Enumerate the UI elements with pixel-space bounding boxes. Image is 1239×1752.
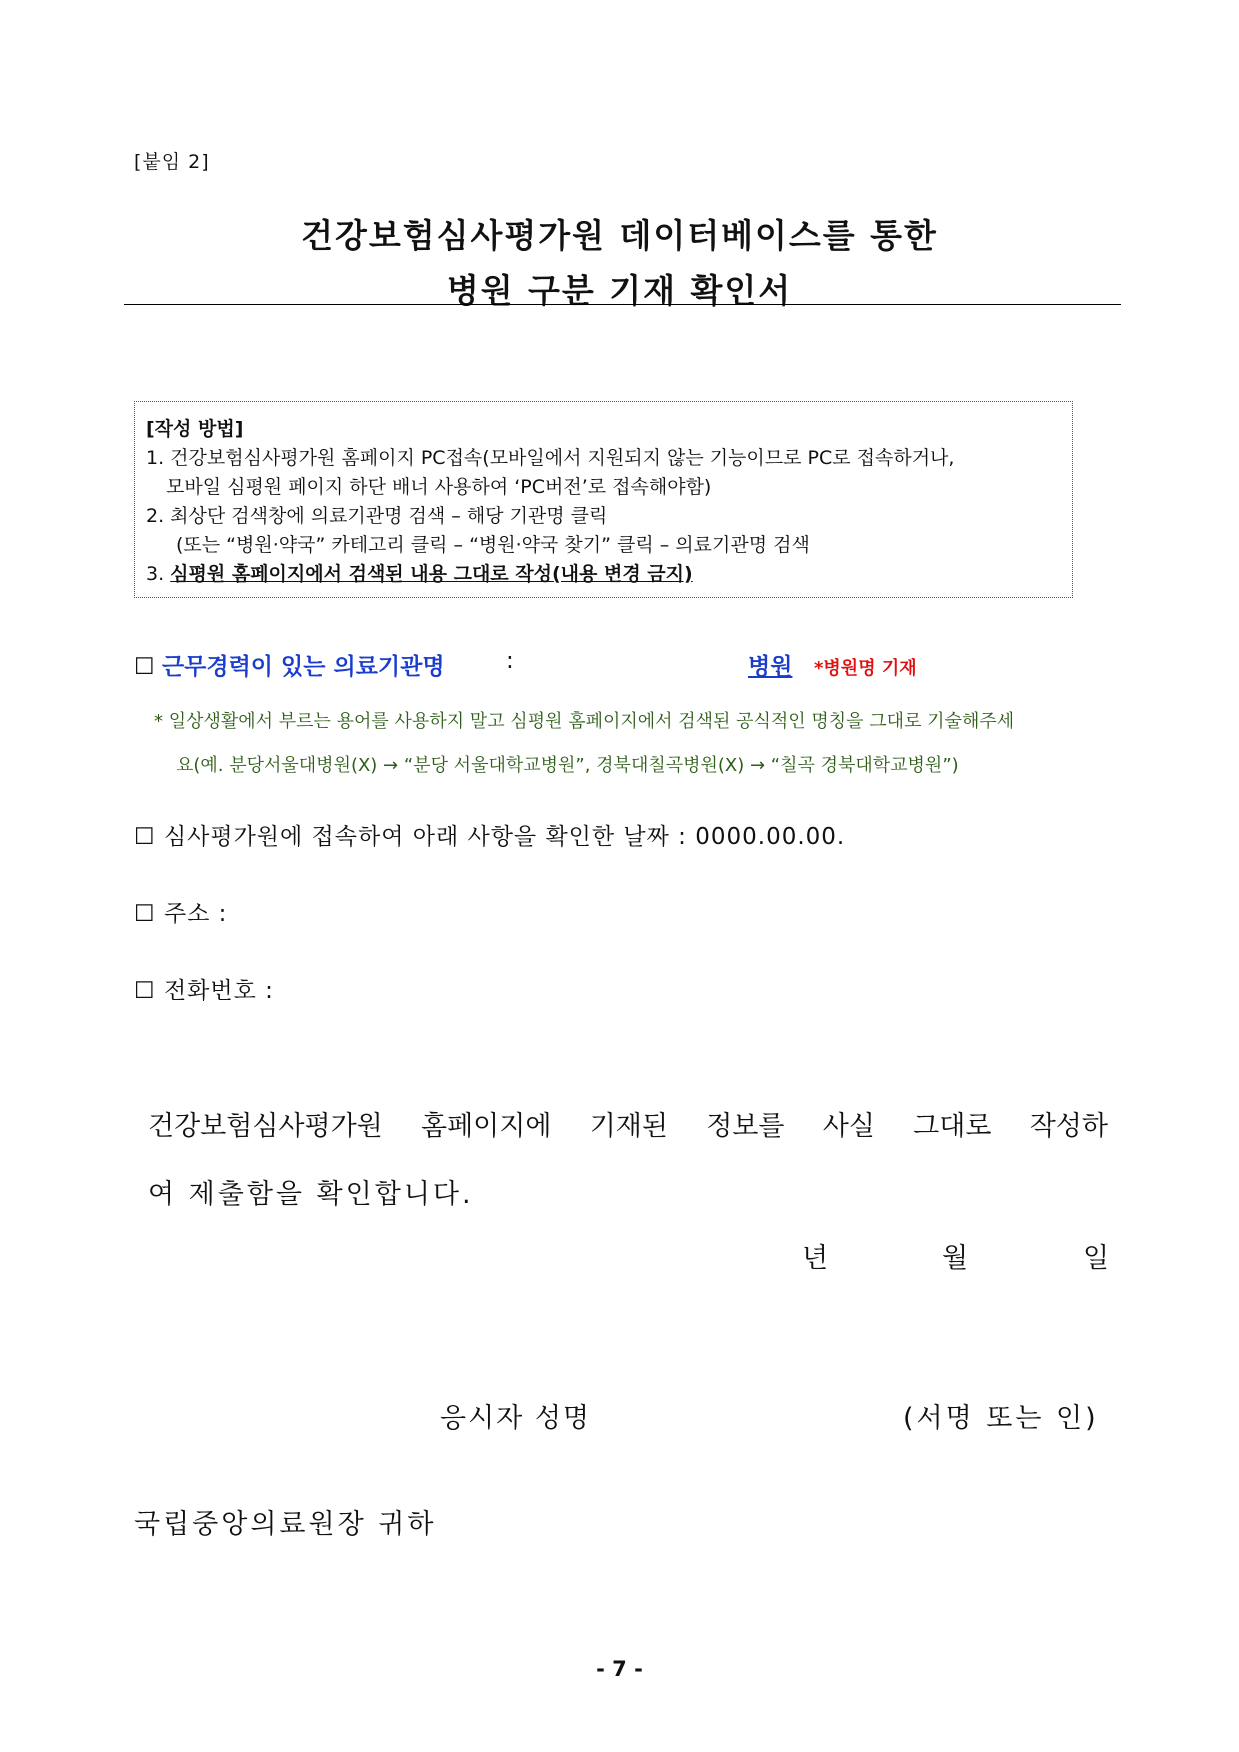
title-divider [124,304,1121,305]
address-field [134,895,227,928]
check-date-text: 심사평가원에 접속하여 아래 사항을 확인한 날짜 : 0000.00.00. [163,824,846,850]
checkbox-icon: ☐ [134,654,155,680]
signature-note: (서명 또는 인) [903,1403,1099,1434]
attachment-label: [붙임 2] [134,151,210,173]
hospital-note: *병원명 기재 [814,658,917,679]
method-item-3 [146,559,693,586]
document-title-line2: 병원 구분 기재 확인서 [446,271,793,310]
confirmation-word: 건강보험심사평가원 [148,1111,383,1142]
recipient: 국립중앙의료원장 귀하 [134,1509,437,1540]
confirmation-word: 작성하 [1029,1111,1108,1142]
method-item-3-number: 3. [146,563,171,585]
confirmation-word: 기재된 [589,1111,668,1142]
method-item-2-cont: (또는 “병원·약국” 카테고리 클릭 – “병원·약국 찾기” 클릭 – 의료기관명 검색 [176,534,810,556]
date-day: 일 [1083,1243,1113,1274]
confirmation-word: 정보를 [706,1111,785,1142]
applicant-name-label: 응시자 성명 [440,1403,591,1434]
document-title-line1: 건강보험심사평가원 데이터베이스를 통한 [301,216,938,255]
confirmation-line1 [148,1104,1108,1143]
phone-label: 전화번호 : [163,978,274,1004]
phone-field [134,972,274,1005]
confirmation-word: 그대로 [913,1111,992,1142]
method-heading: [작성 방법] [146,418,244,440]
institution-field [134,648,445,681]
checkbox-icon: ☐ [134,978,156,1004]
date-year: 년 [802,1243,832,1274]
date-month: 월 [942,1243,972,1274]
confirmation-word: 사실 [822,1111,875,1142]
address-label: 주소 : [163,901,228,927]
naming-guide-line2: 요(예. 분당서울대병원(X) → “분당 서울대학교병원”, 경북대칠곡병원(X) → “칠곡 경북대학교병원”) [176,755,959,776]
institution-colon: : [506,648,514,674]
hospital-suffix: 병원 [748,654,793,680]
institution-label: 근무경력이 있는 의료기관명 [161,654,445,680]
check-date-field [134,818,845,851]
checkbox-icon: ☐ [134,824,156,850]
method-item-1-cont: 모바일 심평원 페이지 하단 배너 사용하여 ‘PC버전’로 접속해야함) [166,476,712,498]
page-number: - 7 - [596,1657,643,1681]
checkbox-icon: ☐ [134,901,156,927]
naming-guide-line1: * 일상생활에서 부르는 용어를 사용하지 말고 심평원 홈페이지에서 검색된 공식적인 명칭을 그대로 기술해주세 [154,711,1015,732]
confirmation-line2: 여 제출함을 확인합니다. [148,1179,474,1210]
method-item-2: 2. 최상단 검색창에 의료기관명 검색 – 해당 기관명 클릭 [146,505,608,527]
method-item-1: 1. 건강보험심사평가원 홈페이지 PC접속(모바일에서 지원되지 않는 기능이므로 PC로 접속하거나, [146,447,955,469]
method-item-3-text: 심평원 홈페이지에서 검색된 내용 그대로 작성(내용 변경 금지) [170,563,693,585]
confirmation-word: 홈페이지에 [421,1111,552,1142]
